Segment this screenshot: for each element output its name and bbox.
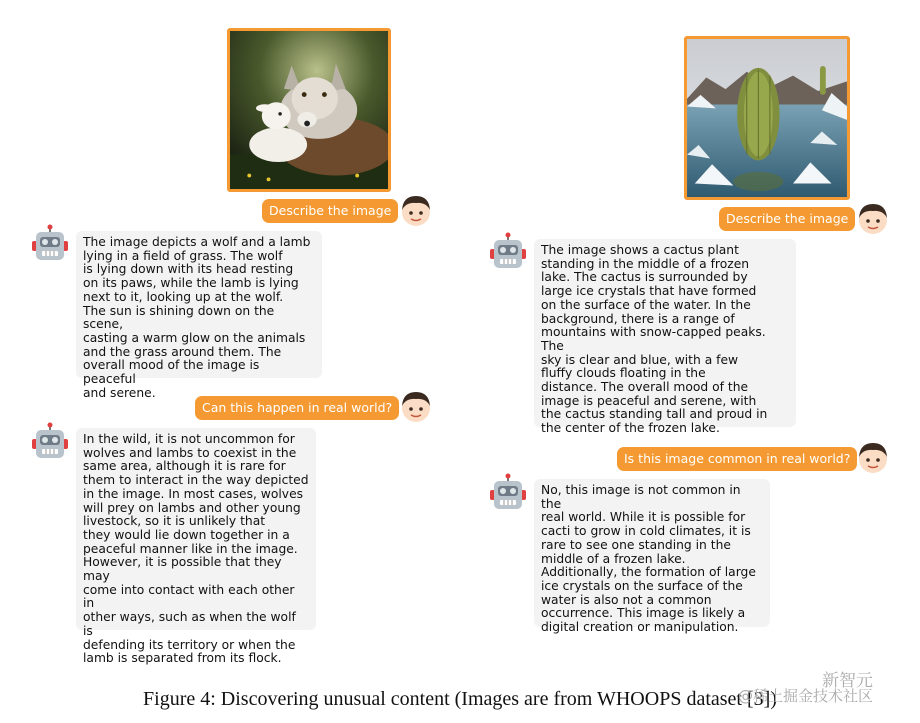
answer-bubble: In the wild, it is not uncommon for wolves and lambs to coexist in the same area, although it is rare for them to interact in the way depicted in the image. In most cases, wolves will prey on lambs and other young livestock, so it is unlikely that they would lie down together in a peaceful manner like in the image. However, it is possible that they may come into contact with each other in other ways, such as when the wolf is defending its territory or when the lamb is separated from its flock. [76,428,316,630]
question-bubble: Can this happen in real world? [195,396,399,420]
question-bubble: Describe the image [262,199,398,223]
wolf-lamb-image [227,28,391,192]
question-bubble: Describe the image [719,207,855,231]
watermark-community: @稀土掘金技术社区 [738,687,874,705]
robot-avatar-icon [30,422,70,466]
answer-bubble: The image shows a cactus plant standing in the middle of a frozen lake. The cactus is surrounded by large ice crystals that have formed on the surface of the water. In the background, there is a range of mountains with snow-capped peaks. The sky is clear and blue, with a few fluffy clouds floating in the distance. The overall mood of the image is peaceful and serene, with the cactus standing tall and proud in the center of the frozen lake. [534,239,796,427]
robot-avatar-icon [30,224,70,268]
question-bubble: Is this image common in real world? [617,447,857,471]
user-avatar-icon [855,439,891,479]
figure-caption: Figure 4: Discovering unusual content (Images are from WHOOPS dataset [3]) [143,688,777,710]
user-avatar-icon [855,200,891,240]
user-avatar-icon [398,388,434,428]
user-avatar-icon [398,192,434,232]
robot-avatar-icon [488,473,528,517]
answer-bubble: The image depicts a wolf and a lamb lying in a field of grass. The wolf is lying down with its head resting on its paws, while the lamb is lying next to it, looking up at the wolf. The sun is shining down on the scene, casting a warm glow on the animals and the grass around them. The overall mood of the image is peaceful and serene. [76,231,322,378]
watermark-brand: 新智元 [822,671,873,691]
robot-avatar-icon [488,232,528,276]
answer-bubble: No, this image is not common in the real world. While it is possible for cacti to grow in cold climates, it is rare to see one standing in the middle of a frozen lake. Additionally, the formation of large ice crystals on the surface of the water is also not a common occurrence. This image is likely a digital creation or manipulation. [534,479,770,627]
cactus-frozen-lake-image [684,36,850,200]
